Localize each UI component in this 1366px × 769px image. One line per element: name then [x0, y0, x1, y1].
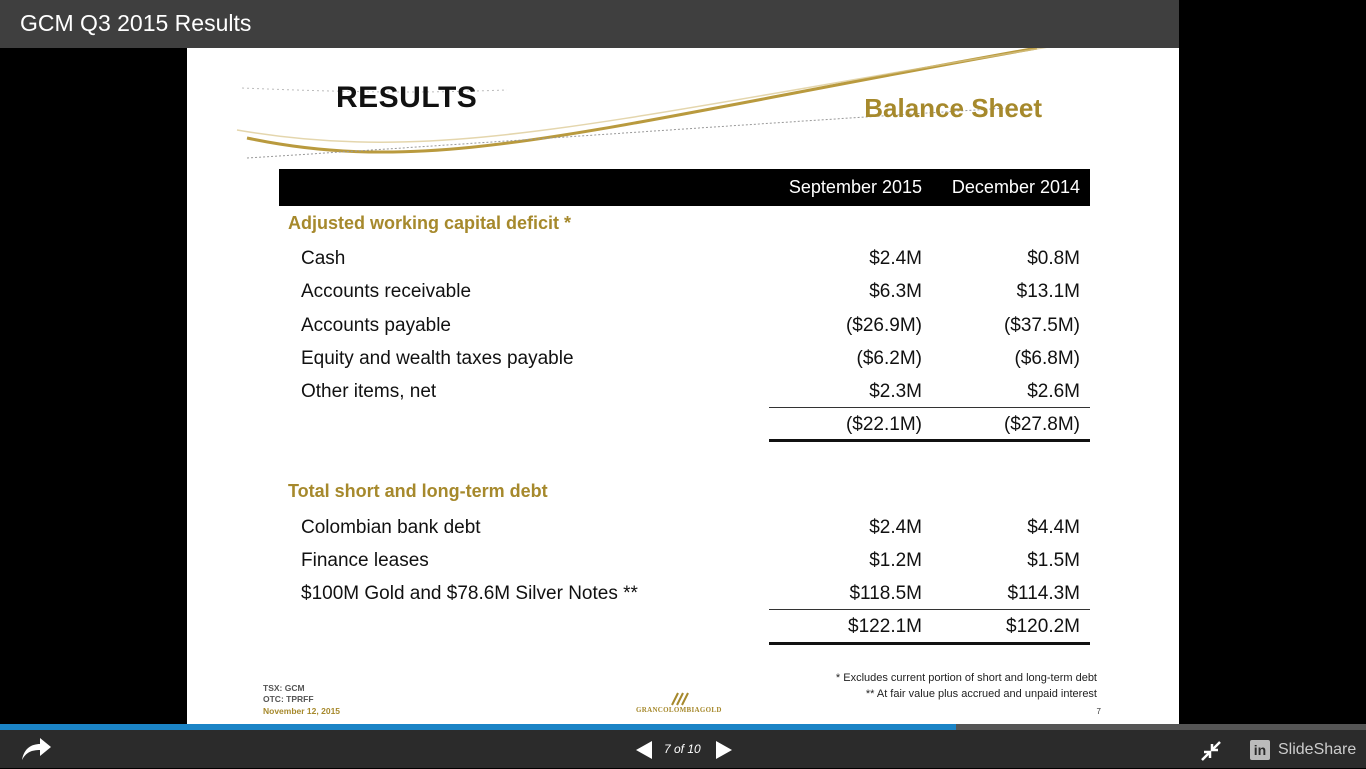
slideshare-link[interactable] [1250, 739, 1356, 761]
table-row [279, 281, 1090, 314]
table-row [279, 348, 1090, 381]
table-row [279, 583, 1090, 616]
section-title-working-capital: Adjusted working capital deficit * [288, 213, 572, 233]
row-value-sep-2015: ($26.9M) [845, 315, 922, 336]
triangle-right-icon [714, 739, 734, 761]
linkedin-icon: in [1250, 740, 1270, 760]
column-header-dec-2014: December 2014 [951, 177, 1080, 197]
company-logo [636, 690, 726, 718]
row-label: Other items, net [301, 381, 437, 402]
exit-fullscreen-button[interactable] [1200, 740, 1222, 762]
player-toolbar [0, 730, 1366, 768]
slide-subheading: Balance Sheet [864, 93, 1042, 123]
footnote-1: * Excludes current portion of short and long-term debt [835, 672, 1097, 684]
row-value-sep-2015: $1.2M [869, 550, 922, 571]
share-button[interactable] [18, 734, 54, 764]
ticker-otc: OTC: TPRFF [263, 694, 314, 704]
title-bar [0, 0, 1179, 48]
subtotal-rule [769, 609, 1090, 610]
subtotal-rule [769, 407, 1090, 408]
row-value-dec-2014: $1.5M [1027, 550, 1080, 571]
slide [187, 48, 1179, 724]
row-value-sep-2015: $6.3M [869, 281, 922, 302]
table-row [279, 517, 1090, 550]
table-row [279, 550, 1090, 583]
row-value-sep-2015: $2.4M [869, 517, 922, 538]
row-value-sep-2015: $2.3M [869, 381, 922, 402]
shrink-arrows-icon [1200, 740, 1222, 762]
row-value-dec-2014: $2.6M [1027, 381, 1080, 402]
row-value-dec-2014: $0.8M [1027, 248, 1080, 269]
slide-heading: RESULTS [336, 81, 478, 114]
table-row [279, 248, 1090, 281]
total-value-sep-2015: $122.1M [848, 616, 922, 637]
row-label: Colombian bank debt [301, 517, 481, 538]
footnote-2: ** At fair value plus accrued and unpaid interest [865, 688, 1097, 700]
row-label: Cash [301, 248, 346, 269]
presentation-title: GCM Q3 2015 Results [20, 10, 252, 36]
logo-mark-icon [668, 690, 692, 706]
row-value-dec-2014: $13.1M [1016, 281, 1080, 302]
table-row [279, 315, 1090, 348]
table-header [279, 169, 1090, 206]
slide-date: November 12, 2015 [263, 706, 341, 716]
slide-page-number: 7 [1096, 707, 1101, 716]
row-value-dec-2014: $114.3M [1007, 583, 1080, 604]
table-row [279, 381, 1090, 414]
total-rule [769, 642, 1090, 645]
brand-label: SlideShare [1278, 741, 1357, 758]
row-label: Equity and wealth taxes payable [301, 348, 574, 369]
logo-text: GRANCOLOMBIAGOLD [636, 706, 722, 714]
row-value-sep-2015: $118.5M [849, 583, 922, 604]
row-value-sep-2015: $2.4M [869, 248, 922, 269]
share-arrow-icon [18, 734, 54, 764]
next-slide-button[interactable] [714, 739, 734, 761]
row-value-sep-2015: ($6.2M) [856, 348, 922, 369]
row-label: Accounts receivable [301, 281, 472, 302]
section-title-debt: Total short and long-term debt [288, 481, 548, 501]
row-value-dec-2014: ($37.5M) [1003, 315, 1080, 336]
row-value-dec-2014: ($6.8M) [1014, 348, 1080, 369]
total-value-dec-2014: ($27.8M) [1003, 414, 1080, 435]
row-label: Finance leases [301, 550, 429, 571]
triangle-left-icon [634, 739, 654, 761]
ticker-tsx: TSX: GCM [263, 683, 305, 693]
row-value-dec-2014: $4.4M [1027, 517, 1080, 538]
total-value-sep-2015: ($22.1M) [845, 414, 922, 435]
total-value-dec-2014: $120.2M [1006, 616, 1080, 637]
column-header-sep-2015: September 2015 [788, 177, 922, 197]
page-indicator: 7 of 10 [664, 742, 701, 756]
row-label: Accounts payable [301, 315, 451, 336]
table-total-row [279, 414, 1090, 447]
previous-slide-button[interactable] [634, 739, 654, 761]
total-rule [769, 439, 1090, 442]
row-label: $100M Gold and $78.6M Silver Notes ** [301, 583, 638, 604]
